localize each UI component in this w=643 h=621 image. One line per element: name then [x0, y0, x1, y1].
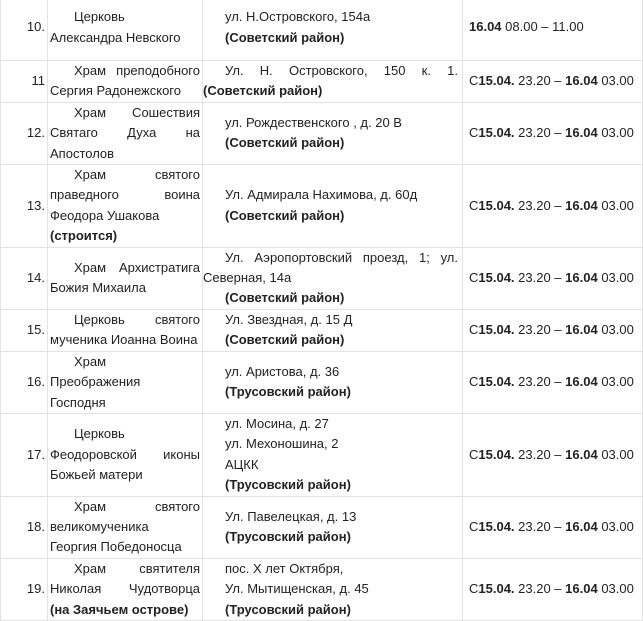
row-number: 18.	[1, 496, 48, 558]
row-number: 13.	[1, 165, 48, 248]
table-row	[1, 496, 643, 558]
time-cell: 16.04 08.00 – 11.00	[463, 0, 643, 61]
table-row	[1, 61, 643, 103]
row-number: 11	[1, 61, 48, 103]
church-name-cell: Храм святого праведного воина Феодора Ушакова (строится)	[48, 165, 203, 248]
row-number: 16.	[1, 351, 48, 413]
district-label: (Советский район)	[203, 83, 323, 99]
church-name-cell: Церковь святого мученика Иоанна Воина	[48, 309, 203, 351]
table-row	[1, 0, 643, 61]
address-cell: Ул. Аэропортовский проезд, 1; ул. Северная, 14а (Советский район)	[203, 247, 463, 309]
church-name-cell: Храм преподобного Сергия Радонежского	[48, 61, 203, 103]
address-cell: ул. Мосина, д. 27 ул. Мехоношина, 2 АЦКК (Трусовский район)	[203, 413, 463, 496]
row-number: 10.	[1, 0, 48, 61]
church-name-cell: Храм Архистратига Божия Михаила	[48, 247, 203, 309]
address-cell: пос. Х лет Октября, Ул. Мытищенская, д. 45 (Трусовский район)	[203, 558, 463, 620]
address-cell: ул. Рождественского , д. 20 В (Советский район)	[203, 102, 463, 164]
row-number: 19.	[1, 558, 48, 620]
table-row	[1, 165, 643, 248]
address-cell: Ул. Н. Островского, 150 к. 1. (Советский район)	[203, 61, 463, 103]
address-cell: Ул. Павелецкая, д. 13 (Трусовский район)	[203, 496, 463, 558]
time-cell: С15.04. 23.20 – 16.04 03.00	[463, 247, 643, 309]
district-label: (Трусовский район)	[225, 384, 351, 400]
table-row	[1, 558, 643, 620]
time-cell: С15.04. 23.20 – 16.04 03.00	[463, 351, 643, 413]
district-label: (Советский район)	[225, 332, 345, 348]
district-label: (Трусовский район)	[225, 529, 351, 545]
church-name-cell: Храм Сошествия Святаго Духа на Апостолов	[48, 102, 203, 164]
address-cell: ул. Н.Островского, 154а (Советский район)	[203, 0, 463, 61]
church-name-cell: Храм святителя Николая Чудотворца (на Заячьем острове)	[48, 558, 203, 620]
church-name-cell: Церковь Александра Невского	[48, 0, 203, 61]
church-name-cell: Храм святого великомученика Георгия Победоносца	[48, 496, 203, 558]
table-row	[1, 102, 643, 164]
time-cell: С15.04. 23.20 – 16.04 03.00	[463, 61, 643, 103]
district-label: (Советский район)	[225, 207, 345, 223]
time-cell: С15.04. 23.20 – 16.04 03.00	[463, 496, 643, 558]
time-cell: С15.04. 23.20 – 16.04 03.00	[463, 102, 643, 164]
table-row	[1, 309, 643, 351]
table-row	[1, 247, 643, 309]
table-row	[1, 413, 643, 496]
row-number: 15.	[1, 309, 48, 351]
row-number: 12.	[1, 102, 48, 164]
church-name-cell: Церковь Феодоровской иконы Божьей матери	[48, 413, 203, 496]
row-number: 17.	[1, 413, 48, 496]
time-cell: С15.04. 23.20 – 16.04 03.00	[463, 309, 643, 351]
district-label: (Советский район)	[225, 290, 345, 306]
district-label: (Советский район)	[225, 135, 345, 151]
district-label: (Трусовский район)	[225, 477, 351, 493]
district-label: (Советский район)	[225, 29, 345, 45]
district-label: (Трусовский район)	[225, 601, 351, 617]
time-cell: С15.04. 23.20 – 16.04 03.00	[463, 165, 643, 248]
row-number: 14.	[1, 247, 48, 309]
time-cell: С15.04. 23.20 – 16.04 03.00	[463, 413, 643, 496]
address-cell: Ул. Звездная, д. 15 Д (Советский район)	[203, 309, 463, 351]
table-row	[1, 351, 643, 413]
address-cell: Ул. Адмирала Нахимова, д. 60д (Советский район)	[203, 165, 463, 248]
church-name-cell: Храм Преображения Господня	[48, 351, 203, 413]
time-cell: С15.04. 23.20 – 16.04 03.00	[463, 558, 643, 620]
address-cell: ул. Аристова, д. 36 (Трусовский район)	[203, 351, 463, 413]
